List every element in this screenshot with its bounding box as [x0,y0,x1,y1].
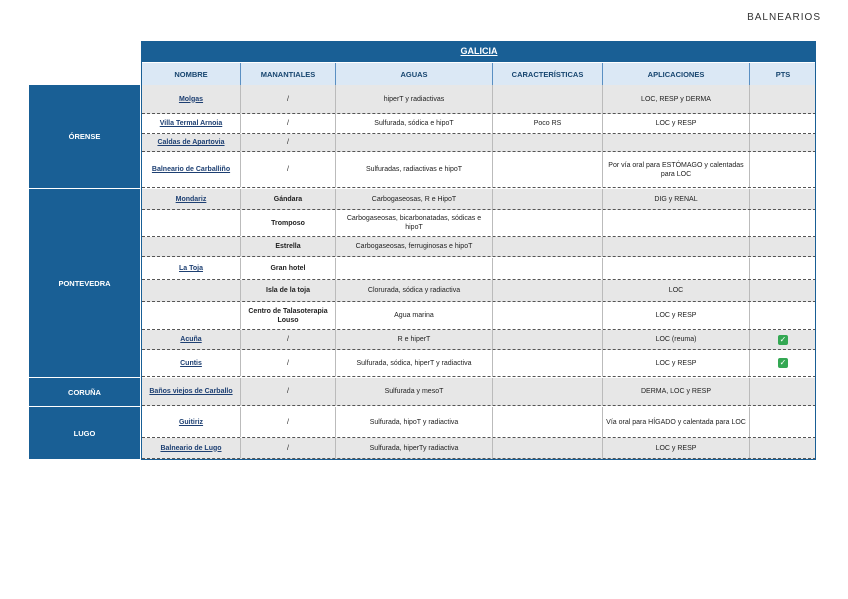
region-lugo: LUGO [29,407,140,459]
table-row [142,189,816,210]
cell-pts [750,189,816,209]
cell-caracteristicas [493,114,603,133]
table-row [142,302,816,330]
cell-pts [750,438,816,458]
table-row [142,258,816,280]
cell-pts [750,350,816,376]
table-row [142,407,816,438]
cell-caracteristicas [493,85,603,113]
cell-text: R e hiperT [397,336,431,343]
cell-text: Vía oral para HÍGADO y calentada para LOC [606,418,746,426]
header-pts: PTS [750,63,816,85]
cell-manantiales [241,210,336,236]
cell-caracteristicas [493,350,603,376]
cell-text: Sulfuradas, radiactivas e hipoT [365,166,463,173]
cell-aplicaciones [603,134,750,151]
cell-pts [750,114,816,133]
cell-text: / [287,95,289,103]
cell-aplicaciones [603,237,750,256]
cell-pts [750,152,816,187]
table-row [142,152,816,188]
cell-text: Sulfurada, hipoT y radiactiva [369,418,459,426]
cell-nombre [142,280,241,301]
cell-text: Sulfurada, hiperTy radiactiva [369,444,459,452]
cell-text: / [287,444,289,452]
cell-aguas [336,438,493,458]
cell-text: LOC y RESP [655,359,697,367]
cell-aplicaciones [603,258,750,279]
cell-nombre [142,258,241,279]
check-icon: ✓ [779,358,787,367]
cell-text: Gran hotel [270,265,306,272]
cell-aguas [336,302,493,329]
cell-pts [750,134,816,151]
page-title: BALNEARIOS [747,12,821,23]
cell-nombre [142,114,241,133]
spa-link[interactable]: Balneario de Carballiño [151,166,231,173]
table-row [142,237,816,257]
cell-manantiales [241,407,336,437]
cell-caracteristicas [493,378,603,405]
cell-text: Agua marina [394,312,434,319]
cell-text: DERMA, LOC y RESP [640,388,711,395]
cell-nombre [142,134,241,151]
table-row [142,134,816,152]
cell-caracteristicas [493,302,603,329]
cell-nombre [142,302,241,329]
cell-aplicaciones [603,350,750,376]
cell-pts [750,407,816,437]
cell-text: hiperT y radiactivas [383,95,445,103]
cell-aguas [336,407,493,437]
cell-text: / [287,388,289,395]
cell-manantiales [241,134,336,151]
cell-caracteristicas [493,407,603,437]
cell-caracteristicas [493,210,603,236]
cell-text: LOC, RESP y DERMA [641,95,711,103]
cell-text: / [287,336,289,343]
cell-aguas [336,114,493,133]
cell-aguas [336,210,493,236]
cell-text: Tromposo [271,219,305,227]
header-nombre: NOMBRE [142,63,241,85]
table-row [142,378,816,406]
cell-aplicaciones [603,189,750,209]
cell-text: Sulfurada y mesoT [384,388,444,395]
spa-link[interactable]: Caldas de Apartovia [157,139,225,146]
table-row [142,85,816,114]
cell-nombre [142,85,241,113]
header-caracteristicas: CARACTERÍSTICAS [493,63,603,85]
cell-aplicaciones [603,302,750,329]
cell-aplicaciones [603,114,750,133]
cell-text: Carbogaseosas, bicarbonatadas, sódicas e hipoT [346,215,482,231]
cell-pts [750,302,816,329]
cell-aguas [336,85,493,113]
cell-caracteristicas [493,152,603,187]
region-orense: ÓRENSE [29,85,140,188]
cell-manantiales [241,189,336,209]
cell-aguas [336,258,493,279]
cell-caracteristicas [493,438,603,458]
cell-text: LOC y RESP [655,312,697,319]
cell-nombre [142,330,241,349]
cell-pts [750,237,816,256]
cell-text: DIG y RENAL [654,195,698,203]
spa-link[interactable]: Acuña [180,336,202,343]
region-coruna: CORUÑA [29,378,140,406]
cell-manantiales [241,280,336,301]
cell-text: Poco RS [533,120,562,127]
cell-text: Carbogaseosas, ferruginosas e hipoT [355,243,473,250]
cell-aguas [336,152,493,187]
cell-aguas [336,237,493,256]
cell-aguas [336,189,493,209]
cell-text: Sulfurada, sódica e hipoT [374,120,454,127]
check-icon: ✓ [779,334,787,344]
cell-aguas [336,330,493,349]
cell-caracteristicas [493,280,603,301]
cell-manantiales [241,378,336,405]
cell-text: Por vía oral para ESTÓMAGO y calentadas para LOC [608,161,744,178]
cell-text: Clorurada, sódica y radiactiva [367,287,461,294]
table-row [142,438,816,459]
cell-nombre [142,350,241,376]
cell-aguas [336,280,493,301]
cell-text: LOC [668,287,684,294]
cell-caracteristicas [493,237,603,256]
cell-aplicaciones [603,407,750,437]
cell-caracteristicas [493,189,603,209]
cell-pts [750,85,816,113]
spa-link[interactable]: Mondariz [175,195,207,203]
cell-aguas [336,134,493,151]
table-row [142,350,816,377]
cell-pts [750,280,816,301]
cell-manantiales [241,114,336,133]
cell-manantiales [241,237,336,256]
cell-text: LOC y RESP [655,444,697,452]
cell-aplicaciones [603,85,750,113]
cell-text: Isla de la toja [266,287,310,294]
cell-text: / [287,166,289,173]
cell-pts [750,210,816,236]
cell-aplicaciones [603,210,750,236]
table-title: GALICIA [142,41,816,62]
cell-aplicaciones [603,330,750,349]
cell-text: Sulfurada, sódica, hiperT y radiactiva [356,359,472,367]
table-row [142,280,816,302]
cell-manantiales [241,330,336,349]
cell-text: / [287,418,289,426]
cell-nombre [142,210,241,236]
spa-link[interactable]: Baños viejos de Carballo [149,388,233,395]
cell-nombre [142,237,241,256]
cell-manantiales [241,350,336,376]
cell-pts [750,378,816,405]
cell-caracteristicas [493,134,603,151]
region-pontevedra: PONTEVEDRA [29,189,140,377]
header-aplicaciones: APLICACIONES [603,63,750,85]
cell-caracteristicas [493,330,603,349]
cell-manantiales [241,302,336,329]
cell-manantiales [241,438,336,458]
spa-link[interactable]: Villa Termal Arnoia [159,120,223,127]
spa-link[interactable]: Molgas [178,95,204,103]
header-aguas: AGUAS [336,63,493,85]
cell-text: Centro de Talasoterapia Louso [248,307,328,324]
cell-aplicaciones [603,152,750,187]
cell-text: Estrella [275,243,301,250]
cell-manantiales [241,258,336,279]
cell-manantiales [241,152,336,187]
cell-aguas [336,378,493,405]
cell-text: LOC (reuma) [655,336,697,343]
cell-pts [750,330,816,349]
cell-text: / [287,139,289,146]
cell-nombre [142,407,241,437]
cell-pts [750,258,816,279]
cell-caracteristicas [493,258,603,279]
cell-aplicaciones [603,280,750,301]
cell-aplicaciones [603,378,750,405]
spa-link[interactable]: La Toja [179,265,203,272]
cell-text: / [287,359,289,367]
header-manantiales: MANANTIALES [241,63,336,85]
table-row [142,114,816,134]
cell-text: / [287,120,289,127]
cell-nombre [142,378,241,405]
cell-manantiales [241,85,336,113]
table-row [142,330,816,350]
spa-link[interactable]: Guitiriz [178,418,204,426]
cell-aguas [336,350,493,376]
cell-text: LOC y RESP [655,120,697,127]
cell-nombre [142,152,241,187]
table-row [142,210,816,237]
cell-nombre [142,189,241,209]
spa-link[interactable]: Cuntis [180,359,202,367]
spa-link[interactable]: Balneario de Lugo [160,444,222,452]
cell-nombre [142,438,241,458]
cell-text: Gándara [273,195,303,203]
cell-text: Carbogaseosas, R e HipoT [371,195,457,203]
cell-aplicaciones [603,438,750,458]
